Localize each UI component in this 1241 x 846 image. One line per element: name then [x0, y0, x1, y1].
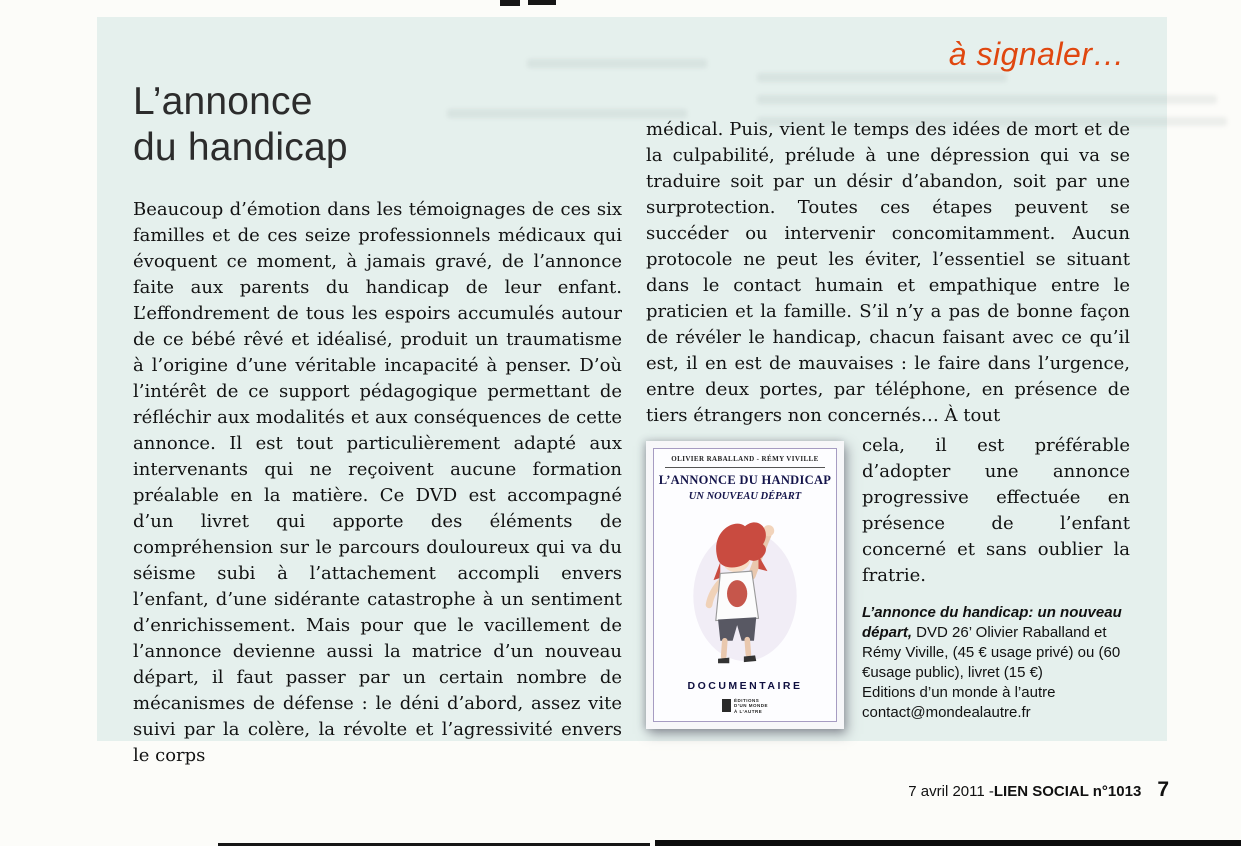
page-footer — [908, 778, 1169, 802]
scan-artifact — [528, 0, 556, 5]
caption-title: L’annonce du handicap: un nouveau départ, — [862, 604, 1122, 641]
publisher-logo-icon — [722, 699, 731, 712]
dvd-authors: OLIVIER RABALLAND - RÉMY VIVILLE — [671, 455, 819, 463]
left-column-text: Beaucoup d’émotion dans les témoignages de ces six familles et de ces seize professionnels médicaux qui évoquent ce moment, à jamais gravé, de l’annonce faite aux parents du handicap de leur enfant. L’effondrement de tous les espoirs accumulés autour de ce bébé rêvé et idéalisé, produit un traumatisme à l’origine d’une véritable incapacité à penser. D’où l’intérêt de ce support pédagogique permettant de réfléchir aux modalités et aux conséquences de cette annonce. Il est tout particulièrement adapté aux intervenants qui ne reçoivent aucune formation préalable en la matière. Ce DVD est accompagné d’un livret qui apporte des éléments de compréhension sur le parcours douloureux qui va du séisme subi à l’attachement accompli envers l’enfant, d’une sidérante catastrophe à un sentiment d’enrichissement. Mais pour que le vacillement de l’annonce devienne aussi la matrice d’un nouveau départ, il faut passer par un certain nombre de mécanismes de défense : le déni d’abord, assez vite suivi par la colère, la révolte et l’agressivité envers le corps — [133, 199, 622, 766]
print-bleed-artifact — [527, 59, 707, 68]
left-column — [133, 197, 622, 769]
print-bleed-artifact — [757, 73, 1007, 82]
page-number: 7 — [1157, 778, 1169, 801]
article-title-line2: du handicap — [133, 126, 348, 169]
dvd-cover-frame — [653, 448, 837, 722]
wrap-zone — [646, 433, 1130, 723]
caption-contact: contact@mondealautre.fr — [862, 704, 1031, 721]
article-title — [133, 79, 348, 171]
dvd-rule — [665, 467, 825, 468]
publisher-logo-text — [734, 698, 768, 715]
publisher-line: D’UN MONDE — [734, 703, 768, 708]
caption-publisher: Editions d’un monde à l’autre — [862, 684, 1056, 701]
dvd-cover — [646, 441, 844, 729]
dvd-illustration — [675, 506, 815, 675]
article-title-line1: L’annonce — [133, 80, 313, 123]
dvd-subtitle: UN NOUVEAU DÉPART — [688, 491, 802, 502]
dvd-genre: DOCUMENTAIRE — [687, 679, 803, 692]
footer-journal-name: LIEN SOCIAL n°1013 — [993, 783, 1142, 800]
right-column-text-top: médical. Puis, vient le temps des idées de mort et de la culpabilité, prélude à une dépression qui va se traduire soit par un désir d’abandon, soit par une surprotection. Toutes ces étapes peuvent se succéder ou intervenir concomitamment. Aucun protocole ne peut les éviter, l’essentiel se situant dans le contact humain et empathique entre le praticien et la famille. S’il n’y a pas de bonne façon de révéler le handicap, chacun faisant avec ce qu’il est, il en est de mauvaises : le faire dans l’urgence, entre deux portes, par téléphone, en présence de tiers étrangers non concernés… À tout — [646, 119, 1130, 426]
dvd-publisher-logo — [722, 698, 768, 715]
article-panel — [97, 17, 1167, 766]
section-flag: à signaler… — [948, 36, 1125, 72]
right-column — [646, 117, 1130, 741]
print-bleed-artifact — [757, 95, 1217, 104]
scan-artifact — [655, 840, 1241, 846]
publisher-line: À L’AUTRE — [734, 708, 763, 714]
publisher-line: ÉDITIONS — [734, 697, 760, 703]
scan-artifact — [500, 0, 520, 6]
right-column-text-wrap: cela, il est préférable d’adopter une annonce progressive effectuée en présence de l’enfant concerné et sans oublier la fratrie. — [862, 435, 1130, 586]
footer-date: 7 avril 2011 - — [908, 783, 994, 800]
dvd-title: L’ANNONCE DU HANDICAP — [658, 473, 832, 487]
caption-details: DVD 26’ Olivier Raballand et Rémy Viville, (45 € usage privé) ou (60 €usage public), livret (15 €) — [862, 624, 1121, 681]
